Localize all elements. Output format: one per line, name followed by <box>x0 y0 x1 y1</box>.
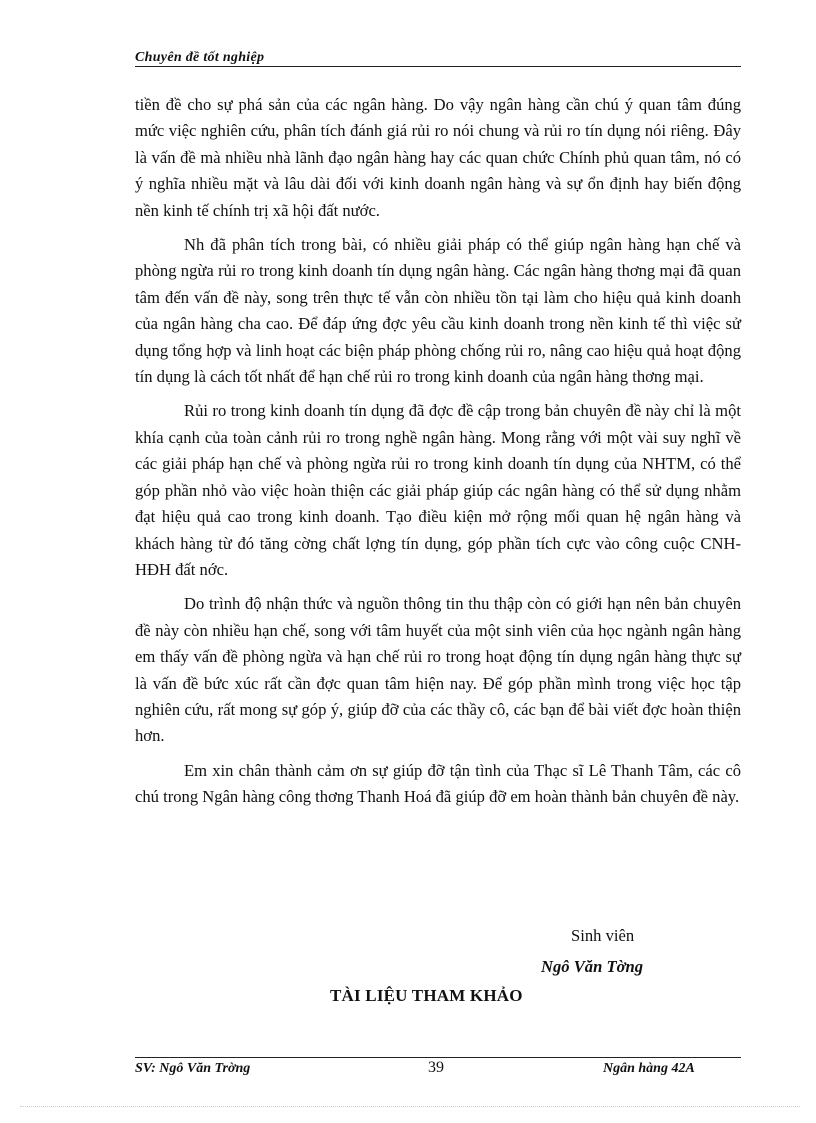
header-divider <box>135 66 741 67</box>
footer-student-name: SV: Ngô Văn Trờng <box>135 1061 251 1076</box>
page-header-title: Chuyên đề tốt nghiệp <box>135 50 265 65</box>
page-number: 39 <box>428 1059 444 1076</box>
footer-class-name: Ngân hàng 42A <box>603 1061 695 1076</box>
body-paragraph: Em xin chân thành cảm ơn sự giúp đỡ tận tình của Thạc sĩ Lê Thanh Tâm, các cô chú trong Ngân hàng công thơng Thanh Hoá đã giúp đỡ em hoàn thành bản chuyên đề này. <box>135 760 741 807</box>
body-paragraph: Do trình độ nhận thức và nguồn thông tin thu thập còn có giới hạn nên bản chuyên đề này còn nhiều hạn chế, song với tâm huyết của một sinh viên của học ngành ngân hàng em thấy vấn đề phòng ngừa và hạn chế rủi ro trong hoạt động tín dụng ngân hàng thực sự là vấn đề bức xúc rất cần đợc quan tâm hiện nay. Để góp phần mình trong việc học tập nghiên cứu, rất mong sự góp ý, giúp đỡ của các thầy cô, các bạn để bài viết đợc hoàn thiện hơn. <box>135 594 741 746</box>
references-heading: TÀI LIỆU THAM KHẢO <box>330 986 523 1005</box>
body-paragraph: tiền đề cho sự phá sản của các ngân hàng. Do vậy ngân hàng cần chú ý quan tâm đúng mức việc nghiên cứu, phân tích đánh giá rủi ro nói chung và rủi ro tín dụng nói riêng. Đây là vấn đề mà nhiều nhà lãnh đạo ngân hàng hay các quan chức Chính phủ quan tâm, nó có ý nghĩa nhiều mặt và lâu dài đối với kinh doanh ngân hàng và sự ổn định hay biến động nền kinh tế chính trị xã hội đất nước. <box>135 95 741 220</box>
signature-name: Ngô Văn Tờng <box>541 957 644 976</box>
document-body <box>135 92 741 819</box>
page-bottom-edge <box>20 1106 800 1107</box>
signature-role: Sinh viên <box>571 926 635 945</box>
body-paragraph: Nh đã phân tích trong bài, có nhiều giải pháp có thể giúp ngân hàng hạn chế và phòng ngừa rủi ro trong kinh doanh tín dụng ngân hàng. Các ngân hàng thơng mại đã quan tâm đến vấn đề này, song trên thực tế vẫn còn nhiều tồn tại làm cho hiệu quả kinh doanh của ngân hàng cha cao. Để đáp ứng đợc yêu cầu kinh doanh trong nền kinh tế thì việc sử dụng tổng hợp và linh hoạt các biện pháp phòng chống rủi ro, nâng cao hiệu quả hoạt động tín dụng là cách tốt nhất để hạn chế rủi ro trong kinh doanh của ngân hàng thơng mại. <box>135 235 741 387</box>
body-paragraph: Rủi ro trong kinh doanh tín dụng đã đợc đề cập trong bản chuyên đề này chỉ là một khía cạnh của toàn cảnh rủi ro trong nghề ngân hàng. Mong rằng với một vài suy nghĩ về các giải pháp hạn chế và phòng ngừa rủi ro trong kinh doanh tín dụng của NHTM, có thể góp phần nhỏ vào việc hoàn thiện các giải pháp giúp các ngân hàng có thể sử dụng nhằm đạt hiệu quả cao trong kinh doanh. Tạo điều kiện mở rộng mối quan hệ ngân hàng và khách hàng từ đó tăng cờng chất lợng tín dụng, góp phần tích cực vào công cuộc CNH- HĐH đất nớc. <box>135 401 741 579</box>
footer-divider <box>135 1057 741 1058</box>
